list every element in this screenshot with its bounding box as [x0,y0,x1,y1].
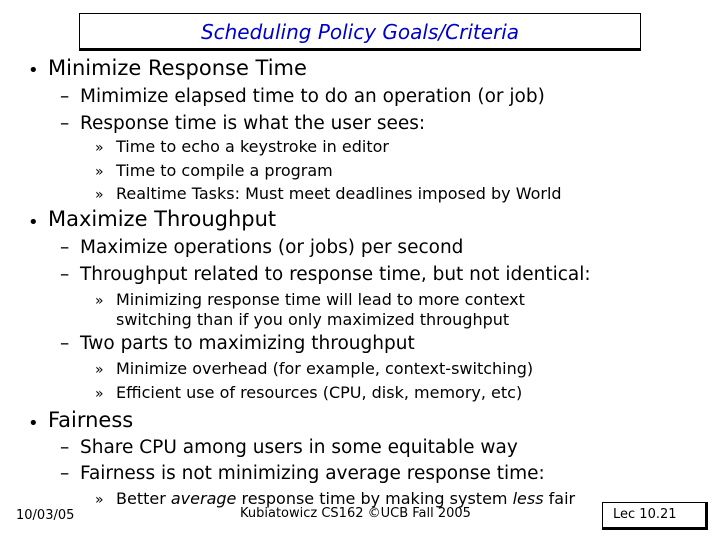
subitem-text: Time to echo a keystroke in editor [116,137,389,156]
raquo: » [95,492,104,508]
raquo: » [95,164,104,180]
item-text: Response time is what the user sees: [80,113,426,134]
raquo: » [95,293,104,309]
subitem-text: switching than if you only maximized throughput [116,310,510,329]
dash: – [60,264,70,285]
lecture-number-box [602,502,708,530]
heading-maximize-throughput: Maximize Throughput [48,207,277,231]
subitem-text: Time to compile a program [116,161,333,180]
bullet: • [28,413,39,434]
footer-date: 10/03/05 [16,508,75,523]
item-text: Share CPU among users in some equitable way [80,437,518,458]
bullet: • [28,212,39,233]
subitem-text: Minimizing response time will lead to more context [116,290,525,309]
item-text: Fairness is not minimizing average response time: [80,463,545,484]
title-box [79,13,641,51]
bullet: • [28,60,39,81]
raquo: » [95,140,104,156]
item-text: Throughput related to response time, but not identical: [80,264,591,285]
subitem-part-emphasis: less [512,489,544,508]
subitem-part: Better [116,489,171,508]
raquo: » [95,362,104,378]
dash: – [60,86,70,107]
dash: – [60,237,70,258]
dash: – [60,333,70,354]
heading-fairness: Fairness [48,408,134,432]
subitem-part: response time by making system [236,489,513,508]
item-text: Mimimize elapsed time to do an operation (or job) [80,86,545,107]
item-text: Maximize operations (or jobs) per second [80,237,464,258]
footer-credit: Kubiatowicz CS162 ©UCB Fall 2005 [240,506,471,521]
dash: – [60,113,70,134]
subitem-text: Minimize overhead (for example, context-switching) [116,359,534,378]
subitem-text: Efficient use of resources (CPU, disk, memory, etc) [116,383,523,402]
item-text: Two parts to maximizing throughput [80,333,415,354]
subitem-text: Realtime Tasks: Must meet deadlines imposed by World [116,184,562,203]
dash: – [60,437,70,458]
slide-title: Scheduling Policy Goals/Criteria [200,20,520,44]
raquo: » [95,386,104,402]
lecture-number: Lec 10.21 [613,507,677,522]
heading-minimize-response-time: Minimize Response Time [48,56,307,80]
dash: – [60,463,70,484]
subitem-part: fair [543,489,576,508]
raquo: » [95,187,104,203]
subitem-part-emphasis: average [170,489,237,508]
